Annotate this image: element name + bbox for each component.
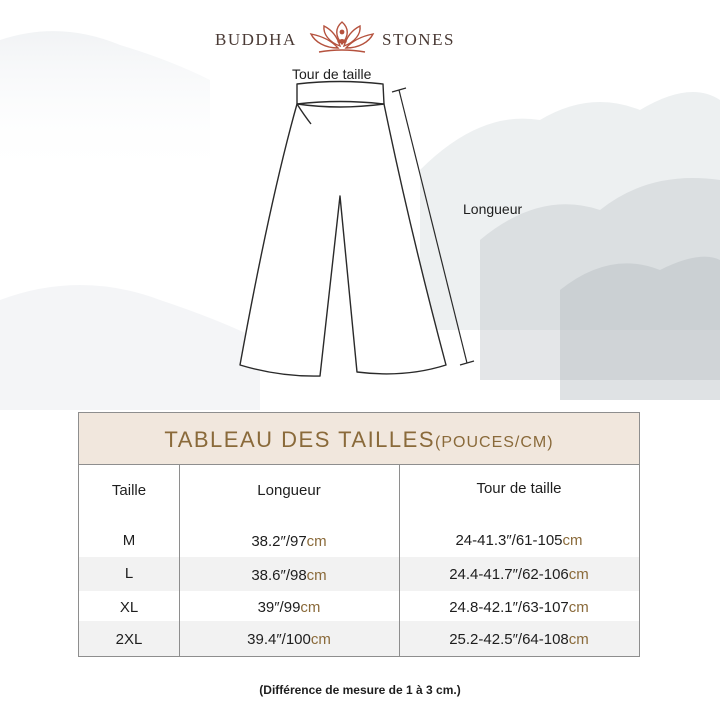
length-label: Longueur: [463, 201, 523, 217]
waist-m: 24-41.3″/61-105cm: [455, 532, 583, 549]
header-length: Longueur: [257, 482, 321, 499]
waist-2xl: 25.2-42.5″/64-108cm: [449, 631, 589, 648]
table-title-main: TABLEAU DES TAILLES: [164, 427, 436, 452]
waist-xl: 24.8-42.1″/63-107cm: [449, 599, 589, 616]
table-row-m: [79, 517, 639, 557]
header-size: Taille: [111, 482, 147, 499]
size-xl: XL: [119, 599, 139, 616]
length-xl: 39″/99cm: [257, 599, 321, 616]
column-divider: [179, 465, 180, 656]
table-row-2xl: [79, 621, 639, 656]
table-title: [79, 413, 639, 465]
table-header-row: [79, 465, 639, 515]
waist-label: Tour de taille: [292, 66, 372, 82]
table-title-sub: (POUCES/CM): [435, 434, 554, 451]
table-row-xl: [79, 591, 639, 621]
length-m: 38.2″/97cm: [251, 533, 327, 550]
brand-name-right: STONES: [382, 30, 455, 49]
table-row-l: [79, 557, 639, 591]
waist-l: 24.4-41.7″/62-106cm: [449, 566, 589, 583]
length-l: 38.6″/98cm: [251, 567, 327, 584]
measurement-note: (Différence de mesure de 1 à 3 cm.): [259, 683, 461, 697]
size-l: L: [124, 565, 134, 582]
size-2xl: 2XL: [115, 631, 143, 648]
table-grid: [79, 465, 639, 656]
header-waist: Tour de taille: [476, 480, 562, 497]
column-divider: [399, 465, 400, 656]
size-m: M: [122, 532, 136, 549]
length-2xl: 39.4″/100cm: [247, 631, 331, 648]
size-table: [78, 412, 640, 657]
brand-name-left: BUDDHA: [215, 30, 297, 49]
